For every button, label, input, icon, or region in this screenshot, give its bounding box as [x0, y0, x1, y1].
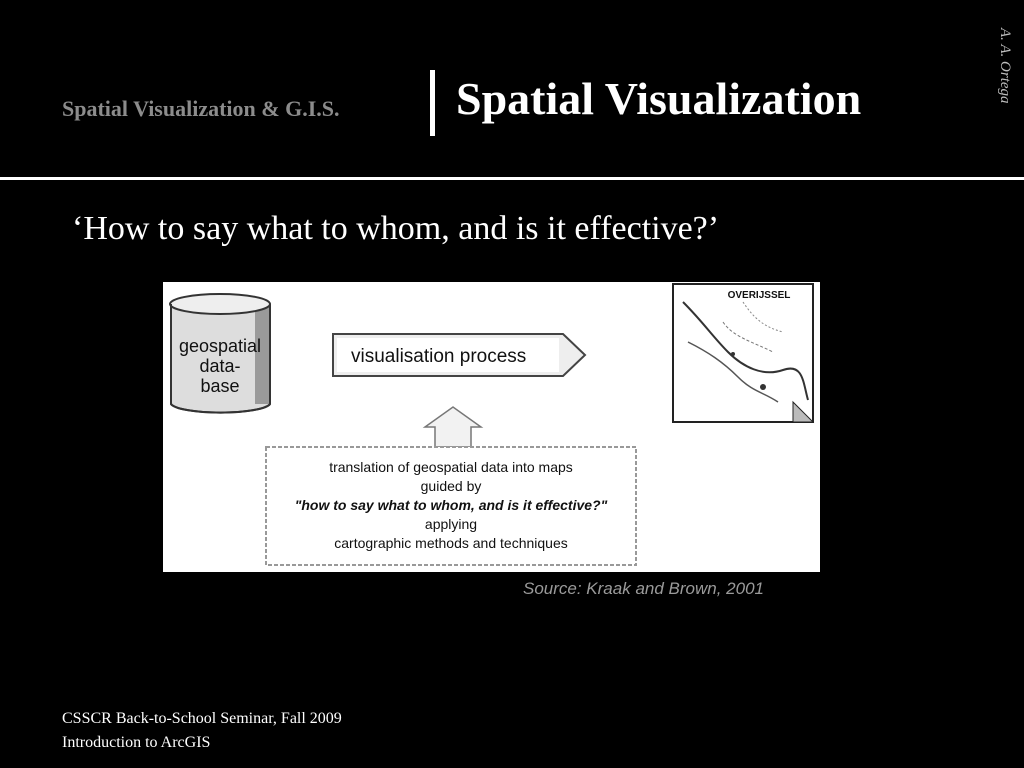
footer	[62, 707, 342, 755]
map-thumbnail-icon	[673, 284, 813, 422]
author-name: A. A. Ortega	[997, 28, 1013, 104]
figure-source: Source: Kraak and Brown, 2001	[523, 579, 764, 598]
footer-line-seminar: CSSCR Back-to-School Seminar, Fall 2009	[62, 710, 342, 727]
page-title: Spatial Visualization	[456, 73, 862, 124]
translation-line5: cartographic methods and techniques	[334, 535, 568, 551]
diagram-svg	[163, 282, 820, 572]
database-label-line3: base	[200, 376, 240, 396]
header-subtitle: Spatial Visualization & G.I.S.	[62, 96, 340, 121]
database-label-line1: geospatial	[178, 336, 262, 356]
diagram-figure	[163, 282, 820, 572]
database-label-line2: data-	[199, 356, 241, 376]
process-label: visualisation process	[351, 346, 527, 367]
translation-line3: "how to say what to whom, and is it effective?"	[294, 497, 608, 513]
translation-line4: applying	[424, 516, 478, 532]
translation-line2: guided by	[420, 478, 482, 494]
title-divider	[430, 70, 435, 136]
translation-line1: translation of geospatial data into maps	[329, 459, 573, 475]
map-title: OVERIJSSEL	[727, 290, 791, 301]
footer-line-course: Introduction to ArcGIS	[62, 734, 211, 751]
header-rule	[0, 177, 1024, 180]
quote-text: ‘How to say what to whom, and is it effective?’	[72, 210, 720, 247]
up-arrow-icon	[425, 407, 481, 447]
